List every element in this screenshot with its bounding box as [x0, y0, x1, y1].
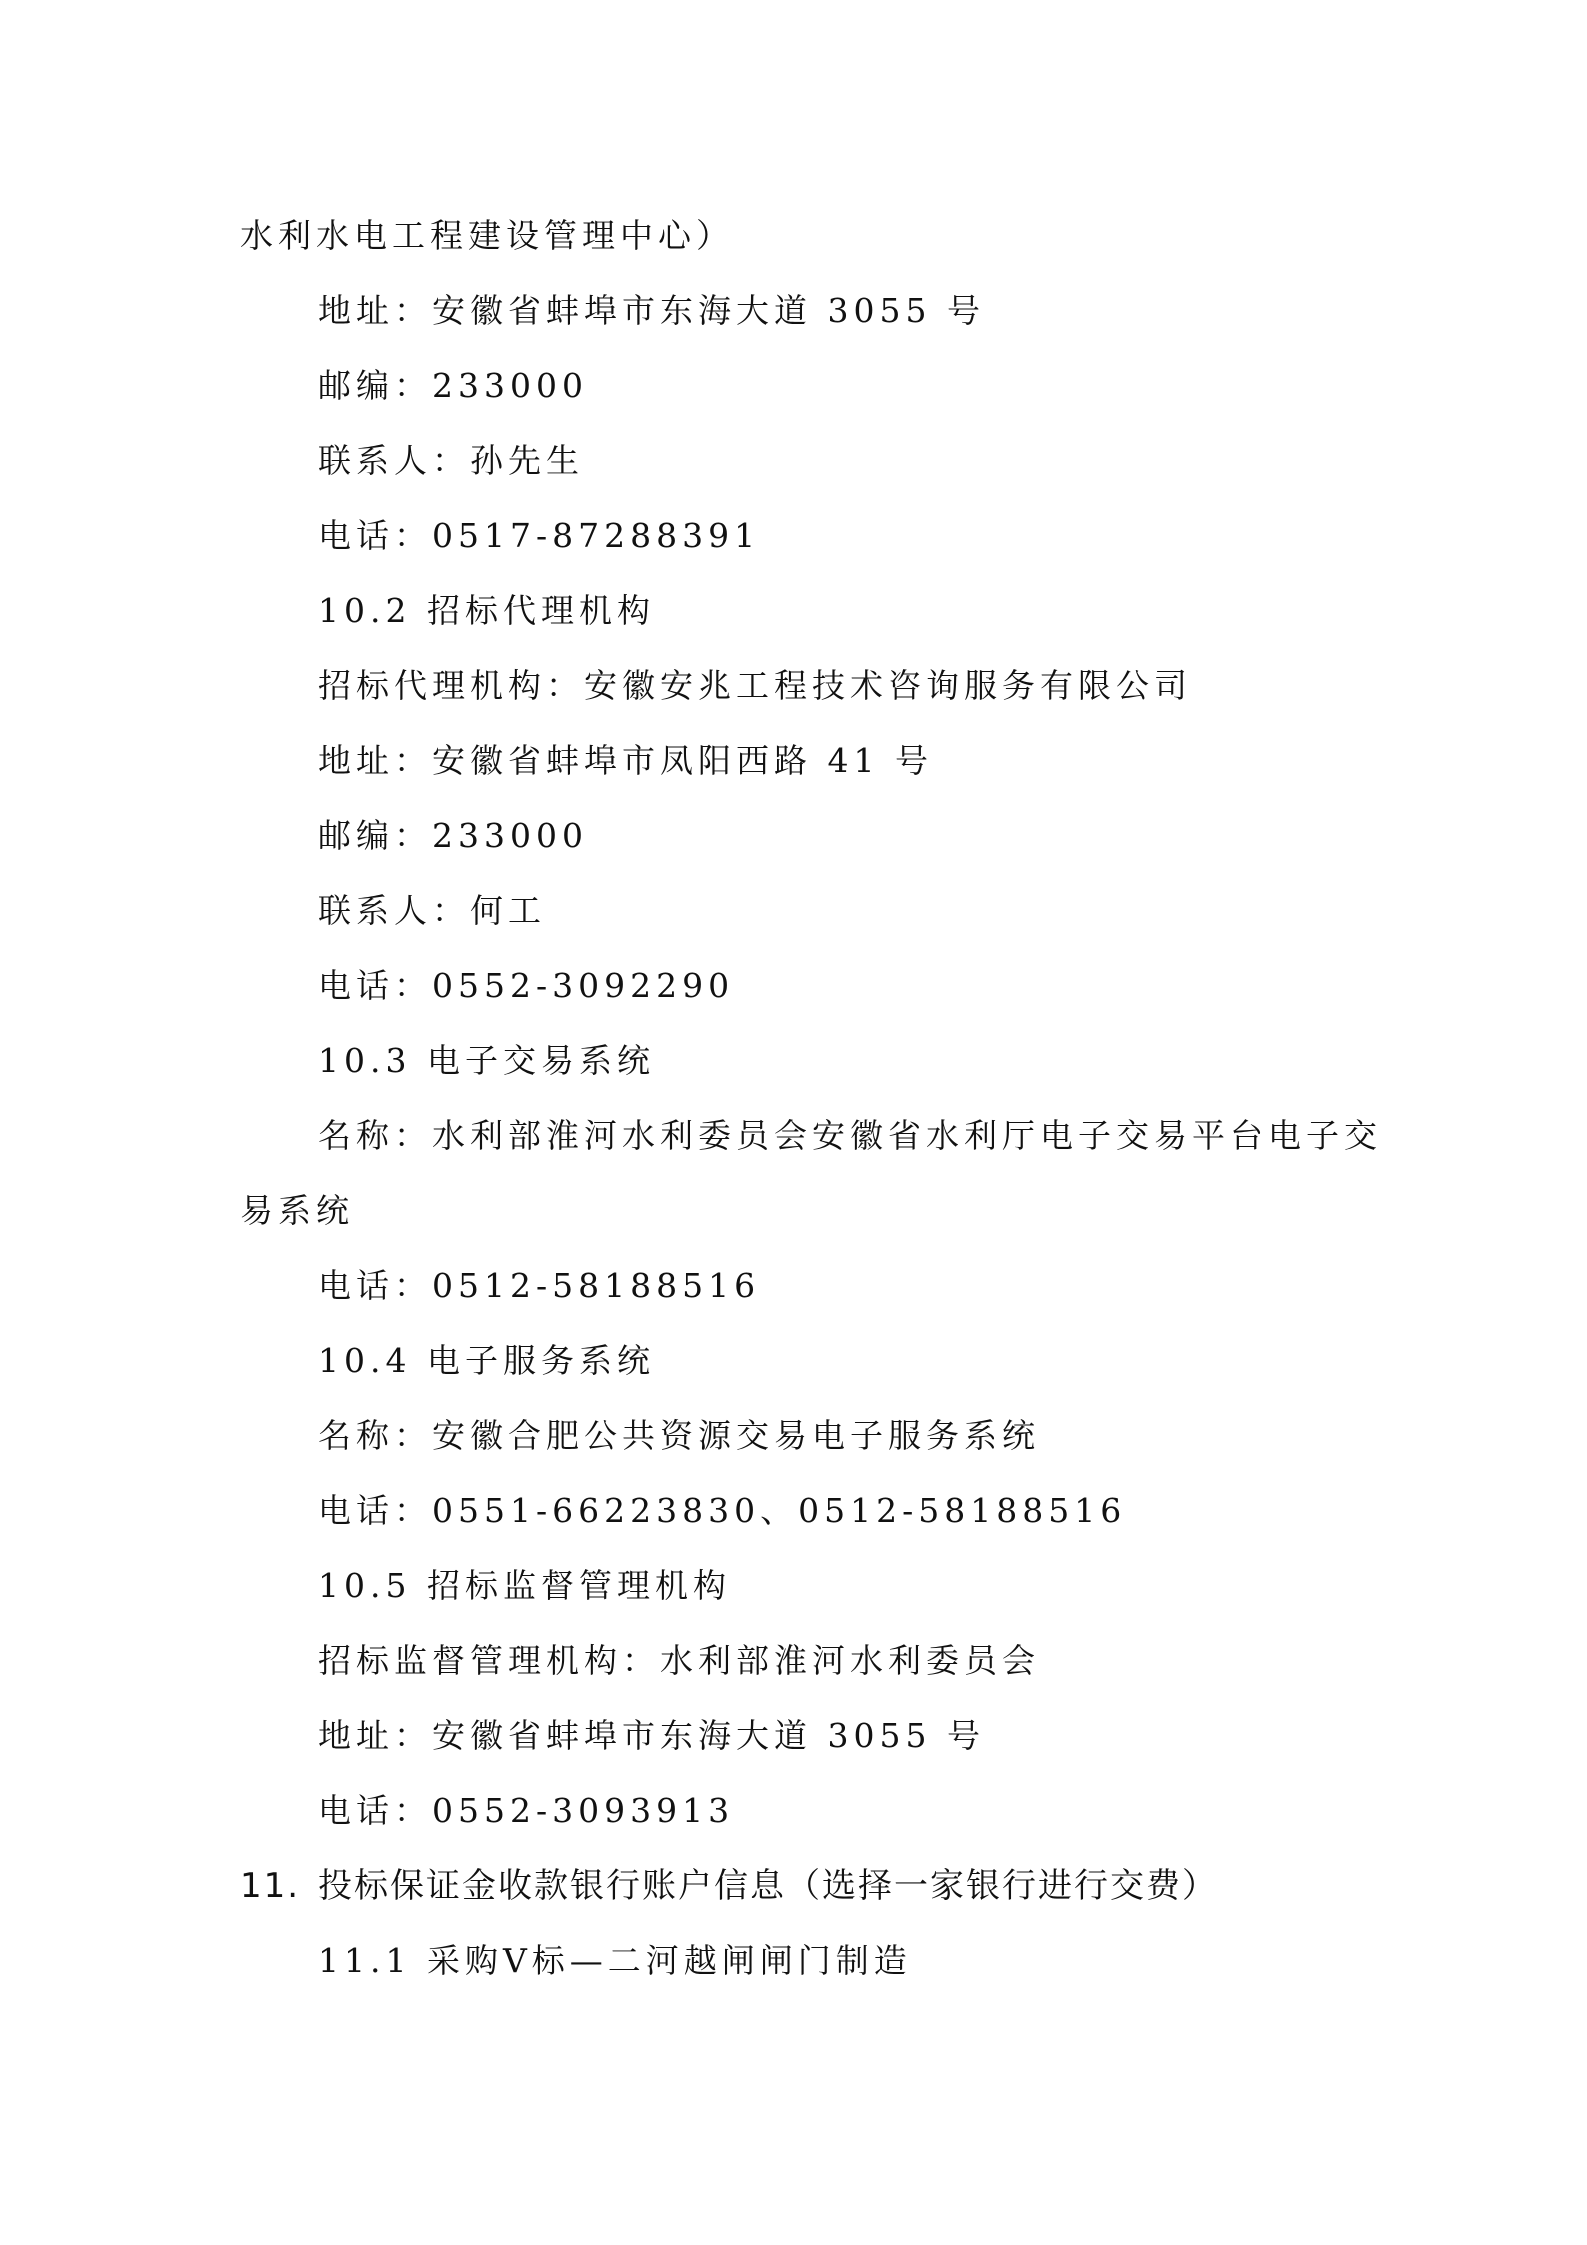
- subsection-heading: 10.3 电子交易系统: [318, 1041, 655, 1080]
- text-line: 易系统: [240, 1191, 354, 1230]
- text-line: 名称：安徽合肥公共资源交易电子服务系统: [318, 1416, 1040, 1455]
- section-heading: [240, 1863, 1218, 1909]
- text-line: 地址：安徽省蚌埠市凤阳西路 41 号: [318, 741, 933, 780]
- text-line: 电话：0512-58188516: [318, 1266, 761, 1305]
- text-line: 地址：安徽省蚌埠市东海大道 3055 号: [318, 291, 985, 330]
- text-line: 招标监督管理机构：水利部淮河水利委员会: [318, 1641, 1040, 1680]
- text-line: 邮编：233000: [318, 366, 588, 405]
- text-line: 邮编：233000: [318, 816, 588, 855]
- text-line: 联系人：何工: [318, 891, 546, 930]
- text-line: 电话：0552-3093913: [318, 1791, 735, 1830]
- text-line: 名称：水利部淮河水利委员会安徽省水利厅电子交易平台电子交: [318, 1116, 1382, 1155]
- subsection-heading: 11.1 采购Ⅴ标—二河越闸闸门制造: [318, 1941, 912, 1980]
- subsection-heading: 10.4 电子服务系统: [318, 1341, 655, 1380]
- text-line: 招标代理机构：安徽安兆工程技术咨询服务有限公司: [318, 666, 1192, 705]
- text-line: 电话：0551-66223830、0512-58188516: [318, 1491, 1127, 1530]
- subsection-heading: 10.2 招标代理机构: [318, 591, 655, 630]
- text-line: 水利水电工程建设管理中心）: [240, 216, 734, 255]
- text-line: 地址：安徽省蚌埠市东海大道 3055 号: [318, 1716, 985, 1755]
- text-line: 电话：0517-87288391: [318, 516, 761, 555]
- text-line: 联系人：孙先生: [318, 441, 584, 480]
- section-number: 11.: [240, 1866, 301, 1906]
- text-line: 电话：0552-3092290: [318, 966, 735, 1005]
- subsection-heading: 10.5 招标监督管理机构: [318, 1566, 731, 1605]
- section-title: 投标保证金收款银行账户信息（选择一家银行进行交费）: [318, 1866, 1218, 1906]
